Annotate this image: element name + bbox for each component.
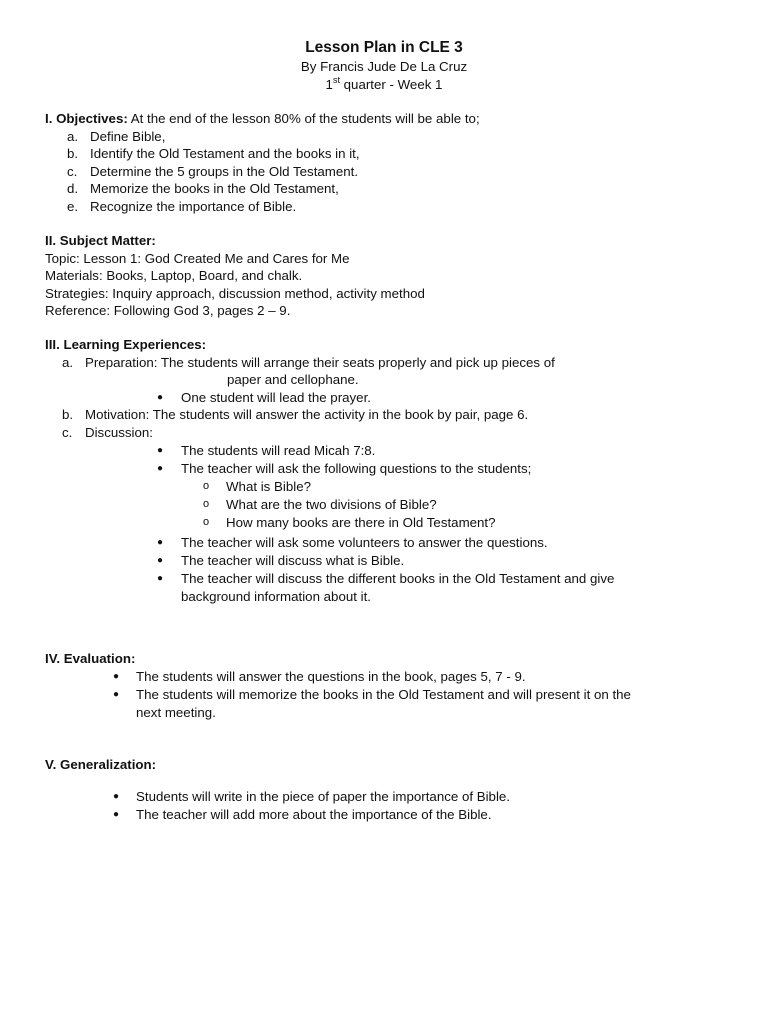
evaluation-bullet bbox=[45, 668, 728, 686]
generalization-bullet-text: The teacher will add more about the importance of the Bible. bbox=[136, 807, 492, 822]
learning-heading: III. Learning Experiences: bbox=[45, 337, 207, 352]
quarter-number: 1 bbox=[325, 77, 333, 92]
discussion-question bbox=[45, 478, 728, 496]
discussion-question-text: How many books are there in Old Testament? bbox=[226, 514, 496, 530]
discussion-question bbox=[45, 514, 728, 534]
objective-item bbox=[45, 198, 728, 216]
objectives-intro: At the end of the lesson 80% of the students will be able to; bbox=[127, 111, 480, 126]
objective-text: Memorize the books in the Old Testament, bbox=[90, 181, 339, 197]
discussion-bullet bbox=[45, 534, 728, 552]
bullet-icon: ● bbox=[157, 572, 164, 584]
discussion-text: Discussion: bbox=[85, 424, 153, 440]
objective-item bbox=[45, 128, 728, 146]
discussion-question-text: What are the two divisions of Bible? bbox=[226, 496, 437, 512]
discussion-bullet-text: The teacher will discuss the different books in the Old Testament and give bbox=[181, 570, 615, 586]
discussion-bullet-text: The teacher will discuss what is Bible. bbox=[181, 552, 405, 568]
objectives-section bbox=[45, 110, 728, 216]
evaluation-bullet-continuation bbox=[45, 704, 728, 722]
document-title: Lesson Plan in CLE 3 bbox=[305, 39, 463, 56]
objective-text: Identify the Old Testament and the books in it, bbox=[90, 146, 360, 162]
circle-bullet-icon: o bbox=[203, 515, 210, 528]
evaluation-bullet-text: The students will memorize the books in the Old Testament and will present it on the bbox=[136, 686, 631, 702]
discussion-bullet-text: The students will read Micah 7:8. bbox=[181, 442, 376, 458]
objective-text: Recognize the importance of Bible. bbox=[90, 198, 297, 214]
subject-reference: Reference: Following God 3, pages 2 – 9. bbox=[45, 303, 291, 319]
objective-marker: a. bbox=[67, 128, 79, 144]
bullet-icon: ● bbox=[113, 809, 120, 820]
objective-marker: d. bbox=[67, 181, 79, 197]
motivation-item bbox=[45, 406, 728, 424]
objective-item bbox=[45, 180, 728, 198]
subject-matter-section bbox=[45, 232, 728, 320]
discussion-bullet bbox=[45, 442, 728, 460]
discussion-question bbox=[45, 496, 728, 514]
objectives-heading: I. Objectives: bbox=[45, 111, 128, 126]
generalization-section bbox=[45, 756, 728, 774]
bullet-icon: ● bbox=[157, 554, 164, 566]
bullet-icon: ● bbox=[113, 791, 120, 802]
generalization-bullet bbox=[45, 788, 728, 806]
subject-matter-heading: II. Subject Matter: bbox=[45, 233, 156, 248]
document-author: By Francis Jude De La Cruz bbox=[300, 59, 468, 74]
discussion-bullet bbox=[45, 552, 728, 570]
evaluation-bullet-text-cont: next meeting. bbox=[136, 704, 216, 720]
subject-strategies: Strategies: Inquiry approach, discussion method, activity method bbox=[45, 285, 425, 301]
generalization-list bbox=[45, 788, 728, 824]
motivation-text: Motivation: The students will answer the activity in the book by pair, page 6. bbox=[85, 407, 529, 423]
preparation-text: Preparation: The students will arrange their seats properly and pick up pieces of bbox=[85, 354, 555, 370]
circle-bullet-icon: o bbox=[203, 497, 210, 510]
objective-text: Define Bible, bbox=[90, 128, 166, 144]
subject-materials: Materials: Books, Laptop, Board, and chalk. bbox=[45, 268, 303, 284]
generalization-heading: V. Generalization: bbox=[45, 757, 157, 772]
preparation-item bbox=[45, 354, 728, 372]
bullet-icon: ● bbox=[157, 462, 164, 474]
discussion-marker: c. bbox=[62, 424, 73, 440]
evaluation-heading: IV. Evaluation: bbox=[45, 651, 136, 666]
bullet-icon: ● bbox=[157, 444, 164, 456]
preparation-continuation bbox=[45, 371, 728, 389]
bullet-icon: ● bbox=[157, 391, 164, 403]
quarter-rest: quarter - Week 1 bbox=[339, 77, 443, 92]
objective-marker: b. bbox=[67, 146, 79, 162]
discussion-question-text: What is Bible? bbox=[226, 478, 311, 494]
discussion-item bbox=[45, 424, 728, 442]
generalization-bullet bbox=[45, 806, 728, 824]
circle-bullet-icon: o bbox=[203, 479, 210, 492]
learning-section bbox=[45, 336, 728, 606]
discussion-bullet-continuation bbox=[45, 588, 728, 606]
motivation-marker: b. bbox=[62, 407, 74, 423]
evaluation-bullet bbox=[45, 686, 728, 704]
objective-marker: e. bbox=[67, 198, 79, 214]
objective-text: Determine the 5 groups in the Old Testament. bbox=[90, 163, 359, 179]
objective-marker: c. bbox=[67, 163, 78, 179]
discussion-bullet bbox=[45, 460, 728, 478]
preparation-text-cont: paper and cellophane. bbox=[227, 372, 359, 388]
bullet-icon: ● bbox=[157, 536, 164, 548]
bullet-icon: ● bbox=[113, 670, 120, 682]
discussion-bullet bbox=[45, 570, 728, 588]
subject-topic: Topic: Lesson 1: God Created Me and Cares for Me bbox=[45, 250, 350, 266]
discussion-bullet-text: The teacher will ask the following questions to the students; bbox=[181, 460, 532, 476]
document-header bbox=[0, 38, 768, 94]
evaluation-section bbox=[45, 650, 728, 722]
quarter-ordinal-suffix: st bbox=[332, 74, 340, 85]
preparation-bullet bbox=[45, 389, 728, 407]
objective-item bbox=[45, 145, 728, 163]
document-quarter bbox=[0, 76, 768, 94]
objective-item bbox=[45, 163, 728, 181]
preparation-marker: a. bbox=[62, 354, 74, 370]
discussion-bullet-text-cont: background information about it. bbox=[181, 588, 371, 604]
objectives-heading-line bbox=[45, 110, 728, 128]
preparation-bullet-text: One student will lead the prayer. bbox=[181, 389, 371, 405]
discussion-bullet-text: The teacher will ask some volunteers to answer the questions. bbox=[181, 534, 548, 550]
bullet-icon: ● bbox=[113, 688, 120, 700]
evaluation-bullet-text: The students will answer the questions in the book, pages 5, 7 - 9. bbox=[136, 668, 526, 684]
generalization-bullet-text: Students will write in the piece of paper the importance of Bible. bbox=[136, 789, 510, 804]
